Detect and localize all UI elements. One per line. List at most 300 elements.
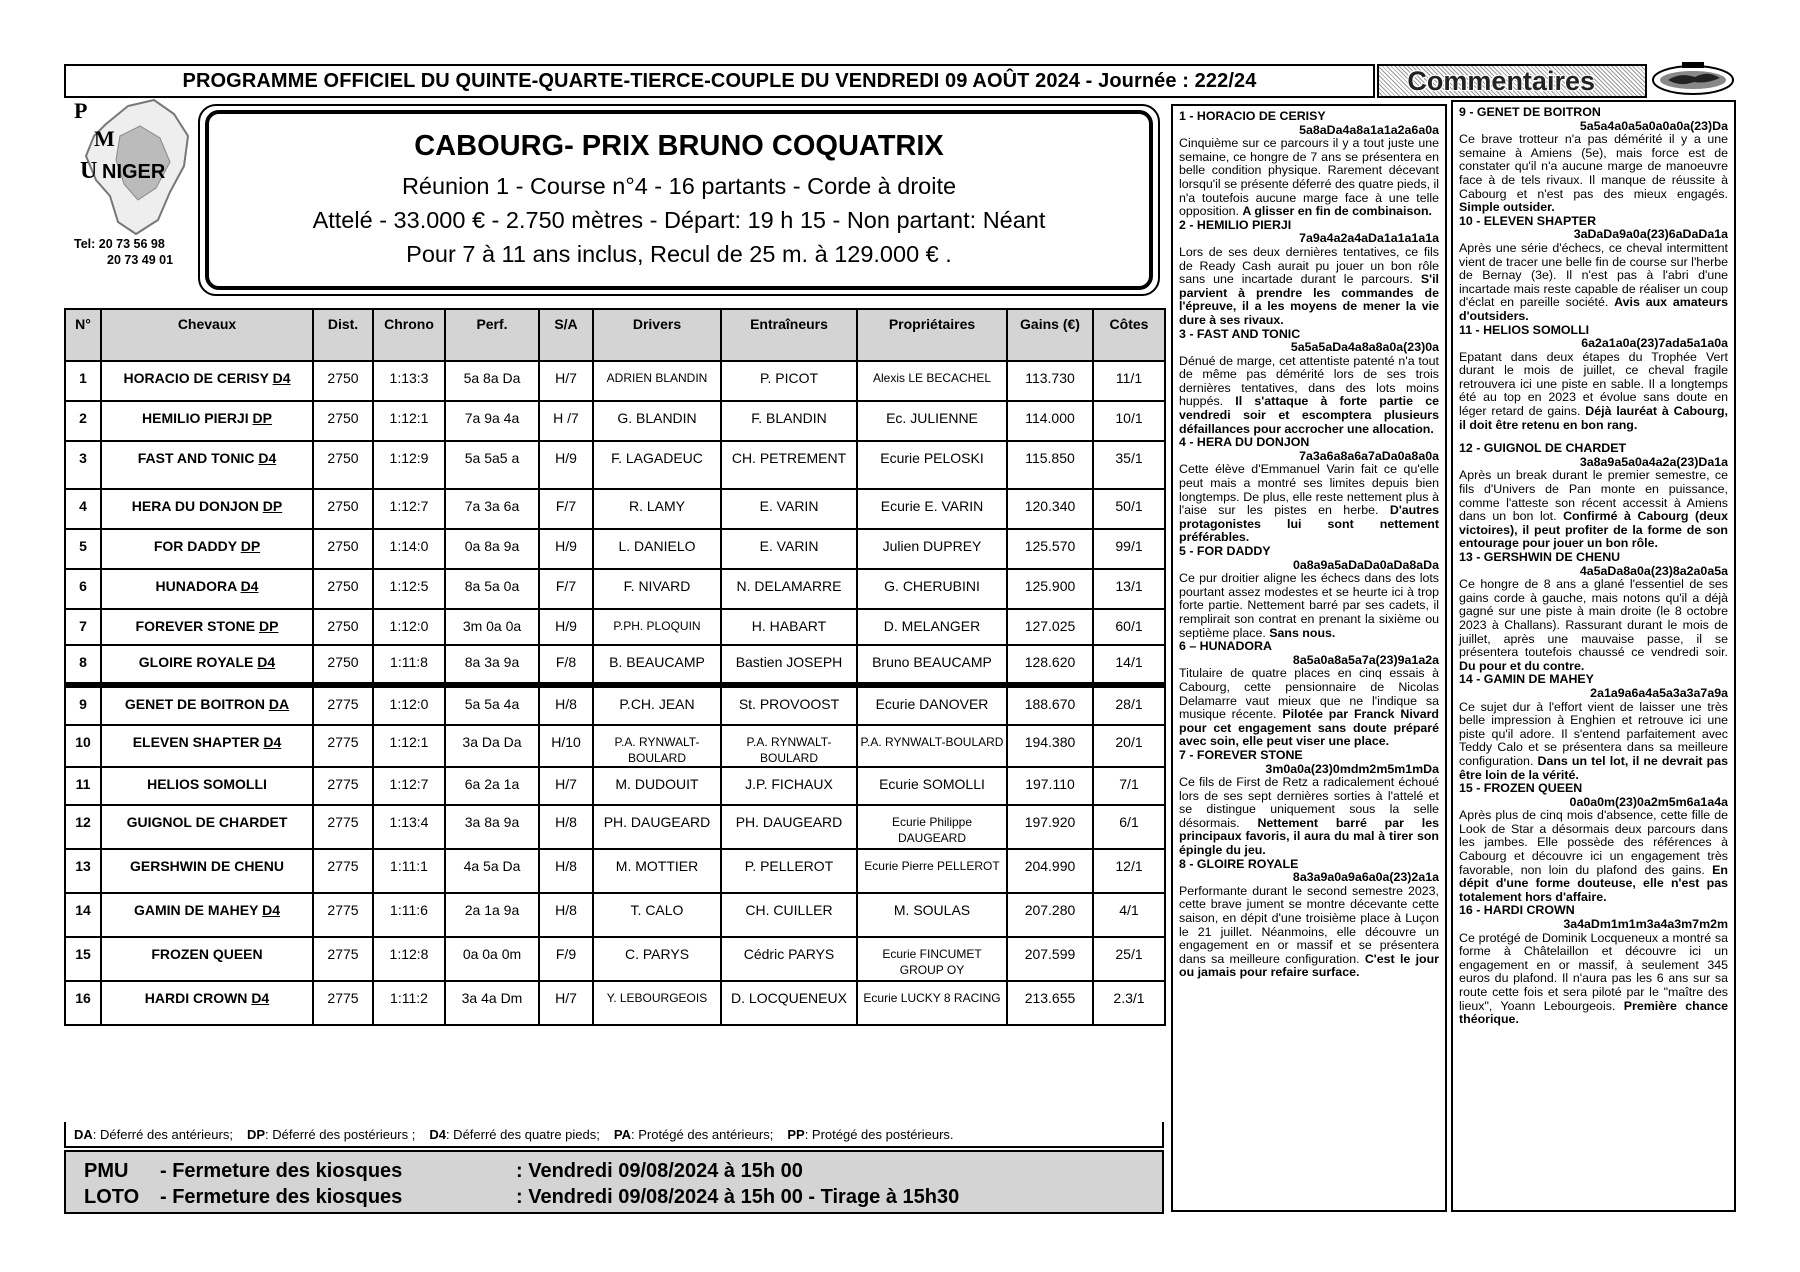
comment-body: Après une série d'échecs, ce cheval intermittent vient de tracer une belle fin de course sur l'herbe de Bernay (3e). Il n'est pas à l'abri d'une incartade mais reste capable de réaliser un coup d'éclat en pareille société.: [1459, 240, 1728, 310]
comment-text: [1179, 667, 1439, 749]
comment-entry: [1179, 640, 1439, 749]
sex-age: H/7: [539, 361, 593, 401]
table-row: [65, 805, 1165, 849]
sex-age: F/9: [539, 937, 593, 981]
legend-code: DP: [246, 1126, 266, 1142]
comment-form-code: 5a5a5aDa4a8a8a0a(23)0a: [1290, 340, 1439, 355]
horse-name: HELIOS SOMOLLI: [147, 776, 267, 792]
comment-form-code: 8a5a0a8a5a7a(23)9a1a2a: [1292, 652, 1439, 667]
gains: 197.920: [1007, 805, 1093, 849]
chrono: 1:11:2: [373, 981, 445, 1025]
driver: G. BLANDIN: [593, 401, 721, 441]
performance: 7a 9a 4a: [445, 401, 539, 441]
trainer: Cédric PARYS: [721, 937, 857, 981]
odds: 4/1: [1093, 893, 1165, 937]
shoeing-tag: D4: [263, 734, 282, 750]
horse-cell: [101, 767, 313, 805]
comment-form-code: 4a5aDa8a0a(23)8a2a0a5a: [1579, 563, 1728, 578]
program-title: PROGRAMME OFFICIEL DU QUINTE-QUARTE-TIERCE-COUPLE DU VENDREDI 09 AOÛT 2024 - Journée : 222/24: [64, 64, 1375, 98]
trainer: CH. CUILLER: [721, 893, 857, 937]
owner: Ecurie Pierre PELLEROT: [857, 849, 1007, 893]
trainer: St. PROVOOST: [721, 685, 857, 725]
comment-horse: 16 - HARDI CROWN: [1459, 903, 1575, 918]
owner: Ec. JULIENNE: [857, 401, 1007, 441]
performance: 8a 5a 0a: [445, 569, 539, 609]
legend-text: : Protégé des antérieurs;: [630, 1126, 774, 1142]
horse-name: FAST AND TONIC: [137, 450, 255, 466]
trainer: E. VARIN: [721, 489, 857, 529]
performance: 5a 8a Da: [445, 361, 539, 401]
comment-form-code: 0a0a0m(23)0a2m5m6a1a4a: [1569, 794, 1728, 809]
comment-body: Ce fils de First de Retz a radicalement échoué lors de ses sept dernières sorties à l'attelé et se distingue uniquement sous la selle désormais.: [1179, 775, 1439, 830]
comment-horse: 11 - HELIOS SOMOLLI: [1459, 322, 1590, 337]
comment-verdict: Sans nous.: [1269, 625, 1336, 640]
comment-body: Ce protégé de Dominik Locqueneux a montré sa forme à Châtelaillon et découvre ici un engagement en or massif, à seulement 345 euros du plafond. Il n'aura pas les 6 ans sur sa route cette fois et sera piloté par le "maître des lieux", Yoann Lebourgeois.: [1459, 930, 1728, 1013]
sex-age: H/8: [539, 805, 593, 849]
trainer: J.P. FICHAUX: [721, 767, 857, 805]
comment-body: Ce brave trotteur n'a pas démérité il y a une semaine à Amiens (5e), mais force est de constater qu'il n'a aucune marge de manoeuvre face à de tels rivaux. Il manque de réussite à Cabourg et n'est pas des mieux engagés.: [1459, 132, 1728, 201]
runner-number: 3: [65, 441, 101, 489]
comment-verdict: Dans un tel lot, il ne devrait pas être loin de la vérité.: [1459, 753, 1728, 782]
distance: 2775: [313, 767, 373, 805]
comment-text: [1459, 701, 1728, 783]
comments-banner: [1377, 64, 1647, 98]
column-header: S/A: [539, 309, 593, 361]
driver: M. DUDOUIT: [593, 767, 721, 805]
horse-cell: [101, 569, 313, 609]
odds: 28/1: [1093, 685, 1165, 725]
performance: 5a 5a5 a: [445, 441, 539, 489]
chrono: 1:12:0: [373, 685, 445, 725]
runner-number: 8: [65, 645, 101, 685]
comment-entry: [1179, 545, 1439, 640]
table-row: [65, 849, 1165, 893]
comment-entry: [1459, 442, 1728, 551]
distance: 2750: [313, 645, 373, 685]
gains: 113.730: [1007, 361, 1093, 401]
horse-racing-logo-icon: [1650, 60, 1736, 96]
gains: 127.025: [1007, 609, 1093, 645]
comment-text: [1459, 133, 1728, 215]
race-name: CABOURG- PRIX BRUNO COQUATRIX: [414, 129, 944, 162]
horse-name: GUIGNOL DE CHARDET: [126, 814, 288, 830]
odds: 13/1: [1093, 569, 1165, 609]
driver: P.CH. JEAN: [593, 685, 721, 725]
sex-age: F/7: [539, 569, 593, 609]
owner: Ecurie E. VARIN: [857, 489, 1007, 529]
table-row: [65, 529, 1165, 569]
comment-form-code: 8a3a9a0a9a6a0a(23)2a1a: [1292, 870, 1439, 885]
chrono: 1:14:0: [373, 529, 445, 569]
table-row: [65, 401, 1165, 441]
distance: 2775: [313, 685, 373, 725]
runner-number: 13: [65, 849, 101, 893]
runner-number: 5: [65, 529, 101, 569]
chrono: 1:11:1: [373, 849, 445, 893]
shoeing-tag: DP: [252, 410, 272, 426]
legend-code: DA: [74, 1126, 93, 1142]
chrono: 1:12:1: [373, 725, 445, 767]
performance: 5a 5a 4a: [445, 685, 539, 725]
comment-verdict: Déjà lauréat à Cabourg, il doit être retenu en bon rang.: [1459, 404, 1728, 432]
table-row: [65, 767, 1165, 805]
comment-entry: [1459, 215, 1728, 324]
legend-code: PA: [613, 1126, 631, 1142]
owner: Ecurie FINCUMET GROUP OY: [857, 937, 1007, 981]
horse-cell: [101, 645, 313, 685]
driver: B. BEAUCAMP: [593, 645, 721, 685]
gains: 114.000: [1007, 401, 1093, 441]
comment-entry: [1459, 551, 1728, 673]
column-header: Gains (€): [1007, 309, 1093, 361]
column-header: Chrono: [373, 309, 445, 361]
table-row: [65, 569, 1165, 609]
performance: 0a 8a 9a: [445, 529, 539, 569]
loto-closing-label: - Fermeture des kiosques: [160, 1186, 403, 1208]
distance: 2750: [313, 529, 373, 569]
horse-name: FROZEN QUEEN: [151, 946, 263, 962]
driver: P.A. RYNWALT-BOULARD: [593, 725, 721, 767]
table-row: [65, 893, 1165, 937]
comment-verdict: D'autres protagonistes lui sont nettement préférables.: [1179, 503, 1439, 545]
comment-form-code: 3aDaDa9a0a(23)6aDaDa1a: [1573, 227, 1728, 242]
comment-body: Ce pur droitier aligne les échecs dans des lots pourtant assez modestes et se heurte ici à trop forte partie. Nettement barré par ses cadets, il remplirait son contrat en prenant la sixième ou septième place.: [1179, 571, 1439, 640]
horse-cell: [101, 609, 313, 645]
comment-form-code: 3a8a9a5a0a4a2a(23)Da1a: [1579, 454, 1728, 469]
trainer: PH. DAUGEARD: [721, 805, 857, 849]
pmu-niger-logo: [66, 96, 194, 238]
trainer: CH. PETREMENT: [721, 441, 857, 489]
comment-verdict: Confirmé à Cabourg (deux victoires), il peut profiter de la forme de son entourage pour jouer un bon rôle.: [1459, 509, 1728, 551]
gains: 197.110: [1007, 767, 1093, 805]
comment-horse: 1 - HORACIO DE CERISY: [1179, 109, 1326, 123]
runner-number: 7: [65, 609, 101, 645]
comment-horse: 4 - HERA DU DONJON: [1179, 435, 1310, 450]
distance: 2750: [313, 441, 373, 489]
comment-verdict: En dépit d'une forme douteuse, elle n'est pas totalement hors d'affaire.: [1459, 862, 1728, 904]
comment-text: [1179, 885, 1439, 980]
comment-text: [1459, 932, 1728, 1027]
runner-number: 4: [65, 489, 101, 529]
horse-name: GENET DE BOITRON: [124, 696, 265, 712]
chrono: 1:12:9: [373, 441, 445, 489]
comment-text: [1179, 776, 1439, 858]
comment-form-code: 3m0a0a(23)0mdm2m5m1mDa: [1265, 761, 1439, 776]
comment-form-code: 2a1a9a6a4a5a3a3a7a9a: [1590, 685, 1728, 700]
chrono: 1:12:1: [373, 401, 445, 441]
driver: C. PARYS: [593, 937, 721, 981]
sex-age: H/7: [539, 981, 593, 1025]
sex-age: H/7: [539, 767, 593, 805]
comment-entry: [1179, 749, 1439, 858]
comment-form-code: 7a9a4a2a4aDa1a1a1a1a: [1299, 231, 1439, 246]
owner: Alexis LE BECACHEL: [857, 361, 1007, 401]
performance: 0a 0a 0m: [445, 937, 539, 981]
sex-age: H/10: [539, 725, 593, 767]
gains: 207.599: [1007, 937, 1093, 981]
horse-cell: [101, 805, 313, 849]
odds: 7/1: [1093, 767, 1165, 805]
runner-number: 15: [65, 937, 101, 981]
horse-name: GERSHWIN DE CHENU: [129, 858, 284, 874]
trainer: Bastien JOSEPH: [721, 645, 857, 685]
race-conditions-line: Attelé - 33.000 € - 2.750 mètres - Départ: 19 h 15 - Non partant: Néant: [312, 206, 1046, 233]
sex-age: F/7: [539, 489, 593, 529]
shoeing-tag: D4: [257, 654, 276, 670]
runner-number: 10: [65, 725, 101, 767]
gains: 188.670: [1007, 685, 1093, 725]
race-meeting-line: Réunion 1 - Course n°4 - 16 partants - Corde à droite: [401, 172, 957, 199]
odds: 35/1: [1093, 441, 1165, 489]
distance: 2775: [313, 893, 373, 937]
runner-number: 12: [65, 805, 101, 849]
horse-name: HORACIO DE CERISY: [123, 370, 269, 386]
trainer: P. PICOT: [721, 361, 857, 401]
comment-entry: [1459, 324, 1728, 433]
column-header: Dist.: [313, 309, 373, 361]
comments-column-left: [1171, 104, 1447, 1212]
comment-body: Titulaire de quatre places en cinq essais à Cabourg, cette pensionnaire de Nicolas Delamarre vaut mieux que ne l'indique sa musique récente.: [1179, 666, 1439, 722]
odds: 14/1: [1093, 645, 1165, 685]
owner: Ecurie DANOVER: [857, 685, 1007, 725]
comment-form-code: 5a5a4a0a5a0a0a0a(23)Da: [1579, 118, 1728, 133]
runner-number: 11: [65, 767, 101, 805]
horse-cell: [101, 529, 313, 569]
pmu-closing-time: : Vendredi 09/08/2024 à 15h 00: [516, 1160, 803, 1182]
sex-age: H/9: [539, 441, 593, 489]
trainer: D. LOCQUENEUX: [721, 981, 857, 1025]
runner-number: 14: [65, 893, 101, 937]
comment-body: Lors de ses deux dernières tentatives, ce fils de Ready Cash aurait pu jouer un bon rôle sans une incartade durant le parcours.: [1179, 244, 1439, 287]
shoeing-tag: D4: [258, 450, 277, 466]
comment-horse: 12 - GUIGNOL DE CHARDET: [1459, 441, 1627, 456]
comment-form-code: 7a3a6a8a6a7aDa0a8a0a: [1299, 448, 1439, 463]
runner-number: 1: [65, 361, 101, 401]
gains: 207.280: [1007, 893, 1093, 937]
gains: 125.570: [1007, 529, 1093, 569]
driver: PH. DAUGEARD: [593, 805, 721, 849]
shoeing-tag: DP: [240, 538, 261, 554]
chrono: 1:11:8: [373, 645, 445, 685]
legend-text: : Déferré des postérieurs ;: [265, 1126, 416, 1142]
comment-body: Après plus de cinq mois d'absence, cette fille de Look de Star a désormais deux parcours dans les jambes. Elle possède des références à Cabourg et découvre ici un engagement très favorable, non loin du plafond des gains.: [1459, 808, 1728, 877]
comment-horse: 5 - FOR DADDY: [1179, 544, 1271, 558]
comment-verdict: Simple outsider.: [1459, 200, 1555, 215]
comment-body: Cette élève d'Emmanuel Varin fait ce qu'elle peut mais a montré ses limites depuis bien longtemps. De plus, elle reste nettement plus à l'aise sur les pistes en herbe.: [1179, 462, 1439, 518]
driver: M. MOTTIER: [593, 849, 721, 893]
comment-horse: 9 - GENET DE BOITRON: [1459, 105, 1601, 119]
horse-cell: [101, 937, 313, 981]
table-row: [65, 981, 1165, 1025]
comment-horse: 14 - GAMIN DE MAHEY: [1459, 672, 1594, 687]
comment-horse: 7 - FOREVER STONE: [1179, 747, 1303, 762]
comment-horse: 15 - FROZEN QUEEN: [1459, 781, 1583, 796]
performance: 3a 8a 9a: [445, 805, 539, 849]
driver: P.PH. PLOQUIN: [593, 609, 721, 645]
comment-text: [1459, 242, 1728, 324]
distance: 2750: [313, 489, 373, 529]
driver: R. LAMY: [593, 489, 721, 529]
horse-name: FOR DADDY: [153, 538, 237, 554]
owner: M. SOULAS: [857, 893, 1007, 937]
odds: 99/1: [1093, 529, 1165, 569]
trainer: P.A. RYNWALT-BOULARD: [721, 725, 857, 767]
comments-label: Commentaires: [1407, 65, 1595, 96]
owner: Bruno BEAUCAMP: [857, 645, 1007, 685]
chrono: 1:13:3: [373, 361, 445, 401]
comment-entry: [1179, 219, 1439, 328]
horse-cell: [101, 893, 313, 937]
table-row: [65, 725, 1165, 767]
driver: F. NIVARD: [593, 569, 721, 609]
owner: Ecurie Philippe DAUGEARD: [857, 805, 1007, 849]
shoeing-tag: D4: [262, 902, 280, 918]
comment-text: [1459, 351, 1728, 433]
loto-closing-time: : Vendredi 09/08/2024 à 15h 00 - Tirage à 15h30: [516, 1186, 960, 1208]
logo-letter-m: M: [94, 126, 115, 151]
comment-horse: 6 – HUNADORA: [1179, 639, 1272, 654]
horse-cell: [101, 489, 313, 529]
horse-name: GAMIN DE MAHEY: [134, 902, 259, 918]
odds: 10/1: [1093, 401, 1165, 441]
table-row: [65, 441, 1165, 489]
horse-name: FOREVER STONE: [135, 618, 256, 634]
distance: 2775: [313, 981, 373, 1025]
gains: 115.850: [1007, 441, 1093, 489]
logo-word-niger: NIGER: [102, 161, 166, 183]
driver: ADRIEN BLANDIN: [593, 361, 721, 401]
chrono: 1:12:7: [373, 489, 445, 529]
comment-verdict: C'est le jour ou jamais pour refaire surface.: [1179, 951, 1439, 980]
comment-text: [1179, 572, 1439, 640]
performance: 3m 0a 0a: [445, 609, 539, 645]
legend-text: : Déferré des quatre pieds;: [445, 1126, 600, 1142]
comment-horse: 13 - GERSHWIN DE CHENU: [1459, 550, 1621, 564]
horse-name: HERA DU DONJON: [131, 498, 259, 514]
distance: 2750: [313, 609, 373, 645]
horse-cell: [101, 441, 313, 489]
owner: P.A. RYNWALT-BOULARD: [857, 725, 1007, 767]
column-header: N°: [65, 309, 101, 361]
shoeing-tag: D4: [251, 990, 270, 1006]
phone-numbers: [74, 236, 194, 268]
shoeing-tag: DP: [258, 618, 279, 634]
comment-form-code: 5a8aDa4a8a1a1a2a6a0a: [1299, 122, 1439, 137]
comment-verdict: S'il parvient à prendre les commandes de l'épreuve, il a les moyens de mener la vie dure à ses rivaux.: [1179, 272, 1439, 327]
sex-age: H/8: [539, 849, 593, 893]
horse-cell: [101, 685, 313, 725]
distance: 2775: [313, 725, 373, 767]
shoeing-tag: DP: [262, 498, 283, 514]
gains: 120.340: [1007, 489, 1093, 529]
distance: 2775: [313, 937, 373, 981]
comment-form-code: 6a2a1a0a(23)7ada5a1a0a: [1581, 336, 1728, 351]
table-row: [65, 685, 1165, 725]
odds: 20/1: [1093, 725, 1165, 767]
comment-text: [1459, 469, 1728, 551]
comment-form-code: 0a8a9a5aDaDa0aDa8aDa: [1292, 557, 1439, 572]
distance: 2750: [313, 569, 373, 609]
comment-verdict: Pilotée par Franck Nivard pour cet engagement sans doute préparé avec soin, elle peut viser une place.: [1179, 707, 1439, 749]
trainer: F. BLANDIN: [721, 401, 857, 441]
phone-line-1: Tel: 20 73 56 98: [74, 237, 165, 251]
comment-body: Après un break durant le premier semestre, ce fils d'Univers de Pan monte en puissance, comme l'atteste son récent accessit à Amiens dans un bon lot.: [1459, 468, 1728, 524]
comment-text: [1459, 809, 1728, 904]
comment-entry: [1179, 858, 1439, 980]
kiosk-closing-box: [64, 1150, 1164, 1214]
comment-body: Performante durant le second semestre 2023, cette brave jument se montre décevante cette saison, en dépit d'une troisième place à Luçon le 21 juillet. Néanmoins, elle découvre un engagement en or massif et se présentera dans sa meilleure configuration.: [1179, 883, 1439, 966]
runner-number: 16: [65, 981, 101, 1025]
gains: 194.380: [1007, 725, 1093, 767]
shoeing-tag: D4: [240, 578, 259, 594]
performance: 8a 3a 9a: [445, 645, 539, 685]
horse-cell: [101, 981, 313, 1025]
distance: 2750: [313, 361, 373, 401]
loto-closing-row: [84, 1184, 1162, 1210]
odds: 25/1: [1093, 937, 1165, 981]
comment-verdict: Il s'attaque à forte partie ce vendredi soir et escomptera plusieurs défaillances pour accrocher une allocation.: [1179, 394, 1439, 436]
comment-text: [1179, 463, 1439, 545]
table-row: [65, 937, 1165, 981]
table-row: [65, 489, 1165, 529]
comment-horse: 10 - ELEVEN SHAPTER: [1459, 213, 1597, 228]
shoeing-legend: [64, 1122, 1164, 1148]
performance: 4a 5a Da: [445, 849, 539, 893]
comment-entry: [1179, 110, 1439, 219]
pmu-label: PMU: [84, 1160, 129, 1182]
comment-verdict: Nettement barré par les principaux favoris, il aura du mal à tirer son épingle du jeu.: [1179, 815, 1439, 858]
logo-letter-u: U: [80, 158, 98, 184]
shoeing-tag: DA: [268, 696, 290, 712]
column-header: Perf.: [445, 309, 539, 361]
odds: 12/1: [1093, 849, 1165, 893]
comment-verdict: Première chance théorique.: [1459, 998, 1728, 1027]
comment-body: Ce hongre de 8 ans a glané l'essentiel de ses gains corde à gauche, mais notons qu'il a déjà gagné sur une piste à main droite (le 8 octobre 2023 à Challans). Rassurant durant le mois de juillet, après une mauvaise passe, il se présentera toutefois chaussé ce vendredi soir.: [1459, 577, 1728, 660]
horse-cell: [101, 849, 313, 893]
odds: 6/1: [1093, 805, 1165, 849]
trainer: E. VARIN: [721, 529, 857, 569]
horse-cell: [101, 361, 313, 401]
distance: 2750: [313, 401, 373, 441]
race-eligibility-line: Pour 7 à 11 ans inclus, Recul de 25 m. à 129.000 € .: [406, 240, 952, 267]
comment-verdict: Du pour et du contre.: [1459, 658, 1585, 673]
owner: Ecurie SOMOLLI: [857, 767, 1007, 805]
sex-age: H/9: [539, 609, 593, 645]
performance: 2a 1a 9a: [445, 893, 539, 937]
performance: 3a Da Da: [445, 725, 539, 767]
comment-entry: [1179, 328, 1439, 437]
legend-code: D4: [429, 1126, 446, 1142]
gains: 213.655: [1007, 981, 1093, 1025]
distance: 2775: [313, 805, 373, 849]
shoeing-tag: D4: [272, 370, 291, 386]
owner: Julien DUPREY: [857, 529, 1007, 569]
chrono: 1:12:8: [373, 937, 445, 981]
comment-entry: [1459, 106, 1728, 215]
comment-body: Dénué de marge, cet attentiste patenté n'a tout de même pas démérité lors de ses trois dernières tentatives, dans des lots moins huppés.: [1179, 353, 1439, 409]
sex-age: H/8: [539, 685, 593, 725]
sex-age: H/9: [539, 529, 593, 569]
horse-cell: [101, 401, 313, 441]
performance: 3a 4a Dm: [445, 981, 539, 1025]
owner: Ecurie PELOSKI: [857, 441, 1007, 489]
odds: 60/1: [1093, 609, 1165, 645]
comment-entry: [1459, 904, 1728, 1026]
table-row: [65, 645, 1165, 685]
column-header: Entraîneurs: [721, 309, 857, 361]
comment-verdict: A glisser en fin de combinaison.: [1242, 204, 1432, 219]
comment-text: [1179, 137, 1439, 219]
